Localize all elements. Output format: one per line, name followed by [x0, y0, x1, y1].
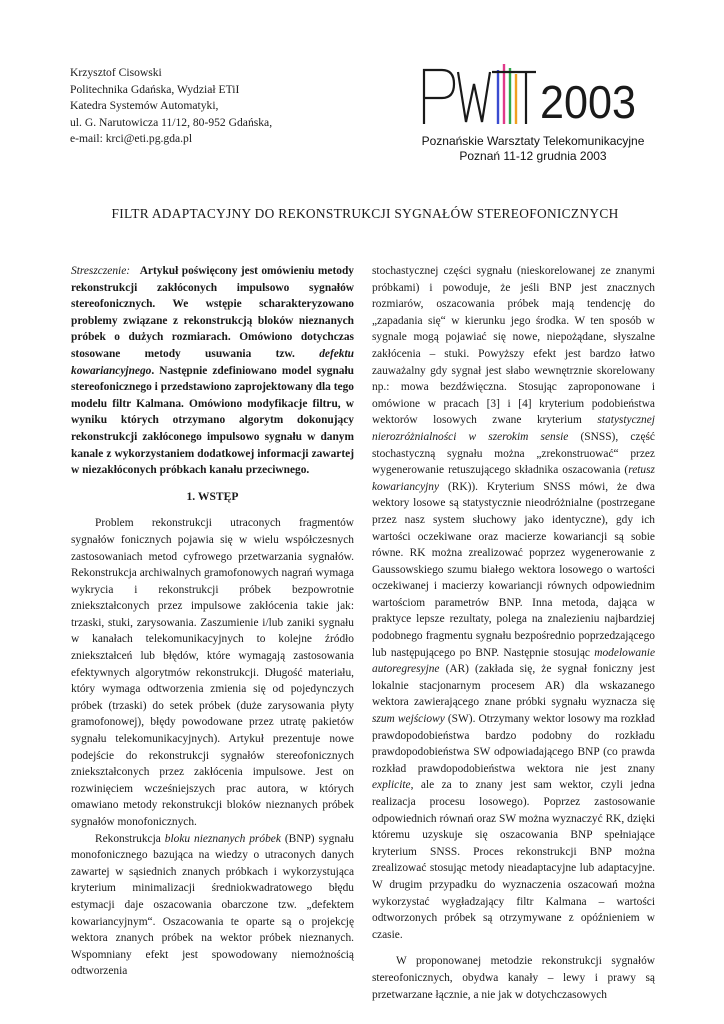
- author-email: e-mail: krci@eti.pg.gda.pl: [70, 132, 193, 145]
- right-column: [372, 263, 655, 1003]
- author-university: Politechnika Gdańska, Wydział ETiI: [70, 82, 240, 96]
- intro-paragraph-4: W proponowanej metodzie rekonstrukcji sygnałów stereofonicznych, obydwa kanały – lewy i prawy są przetwarzane łącznie, a nie jak w dotychczasowych: [372, 955, 655, 1001]
- author-department: Katedra Systemów Automatyki,: [70, 99, 219, 112]
- paper-title: FILTR ADAPTACYJNY DO REKONSTRUKCJI SYGNAŁÓW STEREOFONICZNYCH: [111, 206, 619, 221]
- abstract-label: Streszczenie:: [71, 265, 131, 277]
- pwt-logo-graphic: [418, 60, 658, 132]
- logo-year: 2003: [540, 76, 636, 128]
- logo-conference-date: Poznań 11-12 grudnia 2003: [459, 149, 607, 163]
- intro-paragraph-2: Rekonstrukcja bloku nieznanych próbek (BNP) sygnału monofonicznego bazująca na wiedzy o utraconych danych zawartej w sąsiednich znanych próbkach i wykorzystująca kryterium minimalizacji średniokwadratowego błędu estymacji daje oszacowania obarczone tzw. „defektem kowariancyjnym“. Oszacowania te oparte są o projekcję wektora znanych próbek na wektor próbek nieznanych. Wspomniany efekt jest spowodowany niemożnością odtworzenia: [71, 832, 354, 978]
- author-address: ul. G. Narutowicza 11/12, 80-952 Gdańska,: [70, 115, 273, 129]
- intro-paragraph-3: stochastycznej części sygnału (nieskorelowanej ze znanymi próbkami) i powoduje, że jeśli BNP jest znacznych rozmiarów, oszacowania próbek mają tendencję do „zapadania się“ w kierunku jego środka. W ten sposób w sygnale mogą pojawiać się nowe, niepożądane, słyszalne zakłócenia – stuki. Powyższy efekt jest bardzo łatwo zauważalny gdy sygnał jest słabo wewnętrznie skorelowany np.: mowa bezdźwięczna. Stosując zaproponowane i omówione w pracach [3] i [4] kryterium podobieństwa wektorów losowych zwane kryterium statystycznej nierozróżnialności w szerokim sensie (SNSS), część stochastyczną sygnału można „zrekonstruować“ przez wygenerowanie retuszującego składnika oszacowania (retusz kowariancyjny (RK)). Kryterium SNSS mówi, że dwa wektory losowe są statystycznie nieodróżnialne (postrzegane przez nasz system słuchowy jako identyczne), gdy ich wartości oczekiwane oraz macierze kowariancji są sobie równe. RK można zrealizować poprzez wygenerowanie z Gaussowskiego szumu białego wektora losowego o wartości oczekiwanej i macierzy kowariancji równych odpowiednim wartościom parametrów BNP. Inna metoda, dająca w praktyce lepsze rezultaty, polega na znalezieniu najbardziej podobnego fragmentu sygnału bezpośrednio poprzedzającego lub następującego po BNP. Następnie stosując modelowanie autoregresyjne (AR) (zakłada się, że sygnał foniczny jest lokalnie stacjonarnym procesem AR) dla wskazanego wektora zawierającego znane próbki sygnału wyznacza się szum wejściowy (SW). Otrzymany wektor losowy ma rozkład prawdopodobieństwa bardzo podobny do rozkładu prawdopodobieństwa SW odpowiadającego BNP (co prawda rozkład prawdopodobieństwa wektora nie jest znany explicite, ale za to znany jest sam wektor, czyli jedna realizacja procesu losowego). Poprzez zastosowanie odpowiednich równań oraz SW można wyznaczyć RK, dzięki któremu uzyskuje się oszacowania BNP spełniające kryterium SNSS. Proces rekonstrukcji BNP można zrealizować stosując metody nieadaptacyjne lub adaptacyjne. W drugim przypadku do wyznaczenia oszacowań można wykorzystać wygładzający filtr Kalmana – wartości odtworzonych próbek są otrzymywane z opóźnieniem w czasie.: [372, 265, 656, 941]
- abstract-term: defektu kowariancyjnego: [71, 347, 354, 377]
- conference-logo: [418, 60, 658, 170]
- author-name: Krzysztof Cisowski: [70, 66, 162, 79]
- section-heading: 1. WSTĘP: [186, 489, 239, 503]
- logo-letter-p: [424, 70, 454, 124]
- logo-letter-w: [458, 72, 490, 122]
- author-affiliation: [70, 65, 370, 148]
- left-column: [71, 263, 354, 980]
- abstract: Streszczenie: Artykuł poświęcony jest omówieniu metody rekonstrukcji zakłóconych impulsowo sygnałów stereofonicznych. We wstępie scharakteryzowano problemy związane z rekonstrukcją bloków nieznanych próbek o dużych rozmiarach. Omówiono dotychczas stosowane metody usuwania tzw. defektu kowariancyjnego. Następnie zdefiniowano model sygnału stereofonicznego i przedstawiono zaprojektowany dla tego modelu filtr Kalmana. Omówiono modyfikacje filtru, w wyniku których otrzymano algorytm dokonujący rekonstrukcji zakłóconego impulsowo sygnału w danym kanale z wykorzystaniem dodatkowej informacji zawartej w niezakłóconych próbkach kanału przeciwnego.: [71, 265, 354, 477]
- intro-paragraph-1: Problem rekonstrukcji utraconych fragmentów sygnałów fonicznych pojawia się w wielu współczesnych zastosowaniach metod cyfrowego przetwarzania sygnałów. Rekonstrukcja archiwalnych gramofonowych nagrań wymaga wykrycia i rekonstrukcji próbek bezpowrotnie zniekształconych przez impulsowe zakłócenia takie jak: trzaski, stuki, zarysowania. Zaszumienie i/lub zaniki sygnału w kanałach telekomunikacyjnych to kolejne źródło zniekształceń lub błędów, które wymagają zastosowania efektywnych algorytmów rekonstrukcji. Długość materiału, który wymaga odtworzenia zmienia się od pojedynczych próbek (trzaski) do setek próbek (duże zarysowania płyty gramofonowej), błędy powodowane przez utratę pakietów sygnału telekomunikacyjnych). Artykuł prezentuje nowe podejście do rekonstrukcji sygnałów stereofonicznych zniekształconych przez zakłócenia impulsowe. Jest on rozwinięciem wcześniejszych prac autora, w których omawiano metody rekonstrukcji bloków nieznanych próbek sygnałów monofonicznych.: [71, 517, 354, 828]
- logo-conference-name: Poznańskie Warsztaty Telekomunikacyjne: [421, 134, 645, 148]
